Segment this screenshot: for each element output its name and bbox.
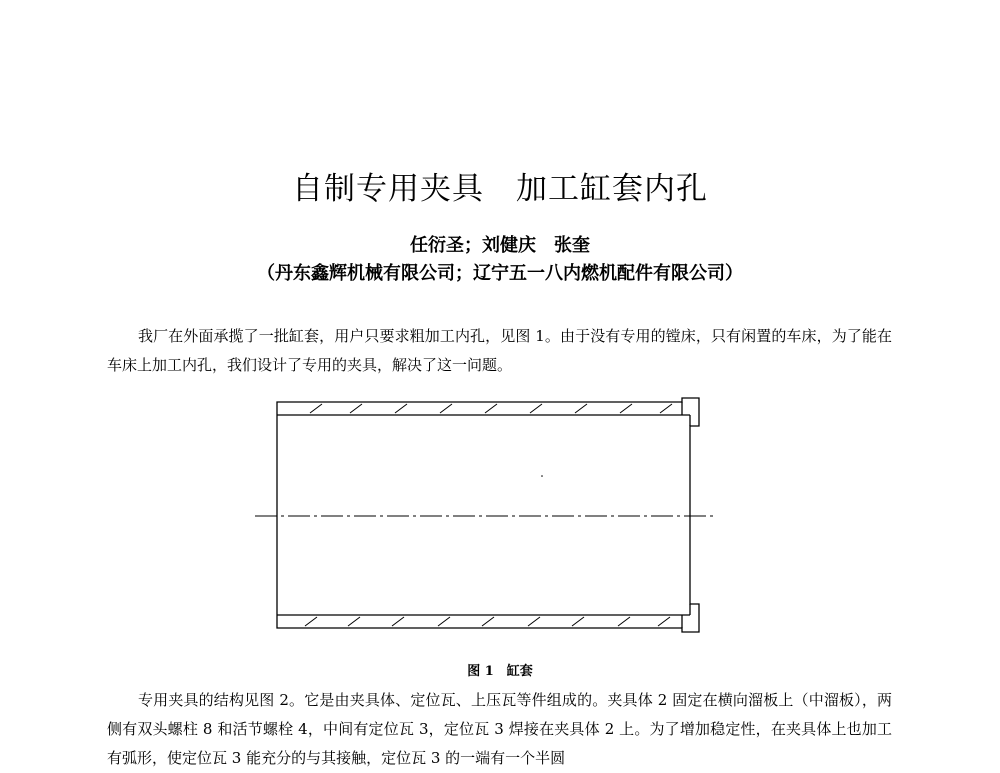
figure-cylinder-liner bbox=[250, 390, 720, 640]
article-title: 自制专用夹具 加工缸套内孔 bbox=[292, 171, 708, 207]
body-paragraph-2: 专用夹具的结构见图 2。它是由夹具体、定位瓦、上压瓦等件组成的。夹具体 2 固定在横向溜板上（中溜板），两侧有双头螺柱 8 和活节螺栓 4，中间有定位瓦 3，定位瓦 3 焊接在夹具体 2 上。为了增加稳定性，在夹具体上也加工有弧形，使定位瓦 3 能充分的与其接触，定位瓦 3 的一端有一个半圆 bbox=[107, 691, 892, 767]
cylinder-liner-drawing bbox=[250, 390, 720, 640]
body-paragraph-1: 我厂在外面承揽了一批缸套，用户只要求粗加工内孔，见图 1。由于没有专用的镗床，只有闲置的车床，为了能在车床上加工内孔，我们设计了专用的夹具，解决了这一问题。 bbox=[107, 327, 892, 374]
article-authors: 任衍圣；刘健庆 张奎 bbox=[410, 235, 590, 256]
article-affiliation: （丹东鑫辉机械有限公司；辽宁五一八内燃机配件有限公司） bbox=[257, 263, 743, 284]
figure-caption: 图 1 缸套 bbox=[467, 664, 533, 679]
